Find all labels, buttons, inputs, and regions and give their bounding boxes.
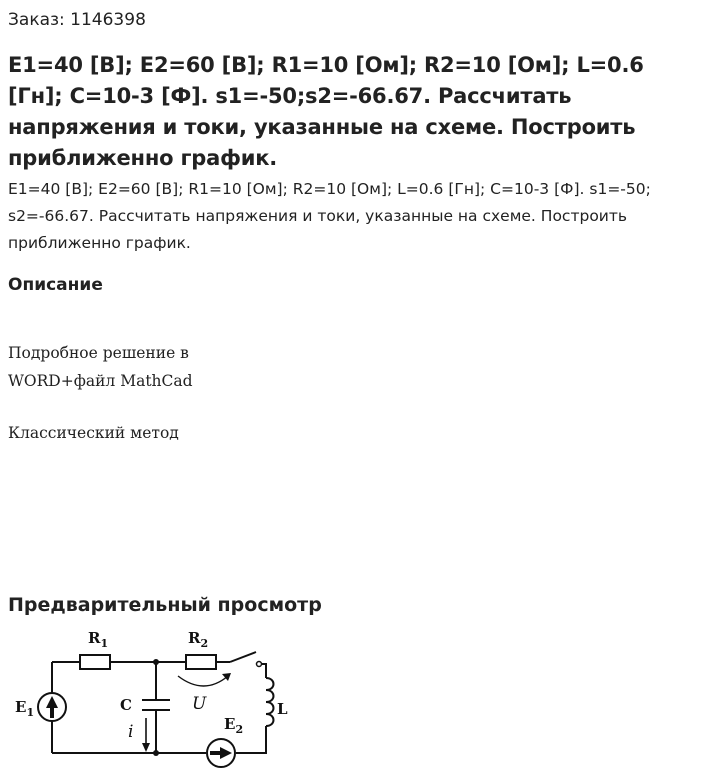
inductor-l (266, 678, 274, 726)
resistor-r2 (186, 655, 216, 669)
label-r1: $R_1$ (88, 629, 109, 650)
description-heading: Описание (8, 275, 103, 295)
label-i: i (128, 722, 134, 742)
circuit-diagram (0, 620, 320, 778)
preview-heading: Предварительный просмотр (8, 594, 322, 616)
description-line-2: WORD+файл MathCad (8, 372, 193, 390)
node-bottom (153, 750, 159, 756)
switch (230, 652, 256, 662)
label-r2: $R_2$ (188, 629, 209, 650)
label-e1: $E_1$ (15, 698, 35, 719)
voltage-arrow-u (178, 676, 228, 686)
description-line-1: Подробное решение в (8, 344, 189, 362)
resistor-r1 (80, 655, 110, 669)
label-e2: $E_2$ (224, 715, 244, 736)
capacitor-c (142, 700, 170, 710)
label-u: U (192, 694, 207, 714)
order-number: Заказ: 1146398 (8, 10, 146, 30)
i-arrowhead-icon (142, 743, 150, 752)
label-c: C (120, 696, 132, 714)
label-l: L (277, 700, 288, 718)
page-title: E1=40 [В]; E2=60 [В]; R1=10 [Ом]; R2=10 [Ом]; L=0.6 [Гн]; C=10-3 [Ф]. s1=-50;s2=-66.67. Рассчитать напряжения и токи, указанные на схеме. Построить приближенно график. (8, 53, 644, 170)
description-text (8, 339, 193, 395)
method-text: Классический метод (8, 424, 179, 442)
switch-contact (257, 662, 262, 667)
task-summary: E1=40 [В]; E2=60 [В]; R1=10 [Ом]; R2=10 [Ом]; L=0.6 [Гн]; C=10-3 [Ф]. s1=-50; s2=-66.67. Рассчитать напряжения и токи, указанные на схеме. Построить приближенно график. (8, 180, 651, 252)
node-top (153, 659, 159, 665)
